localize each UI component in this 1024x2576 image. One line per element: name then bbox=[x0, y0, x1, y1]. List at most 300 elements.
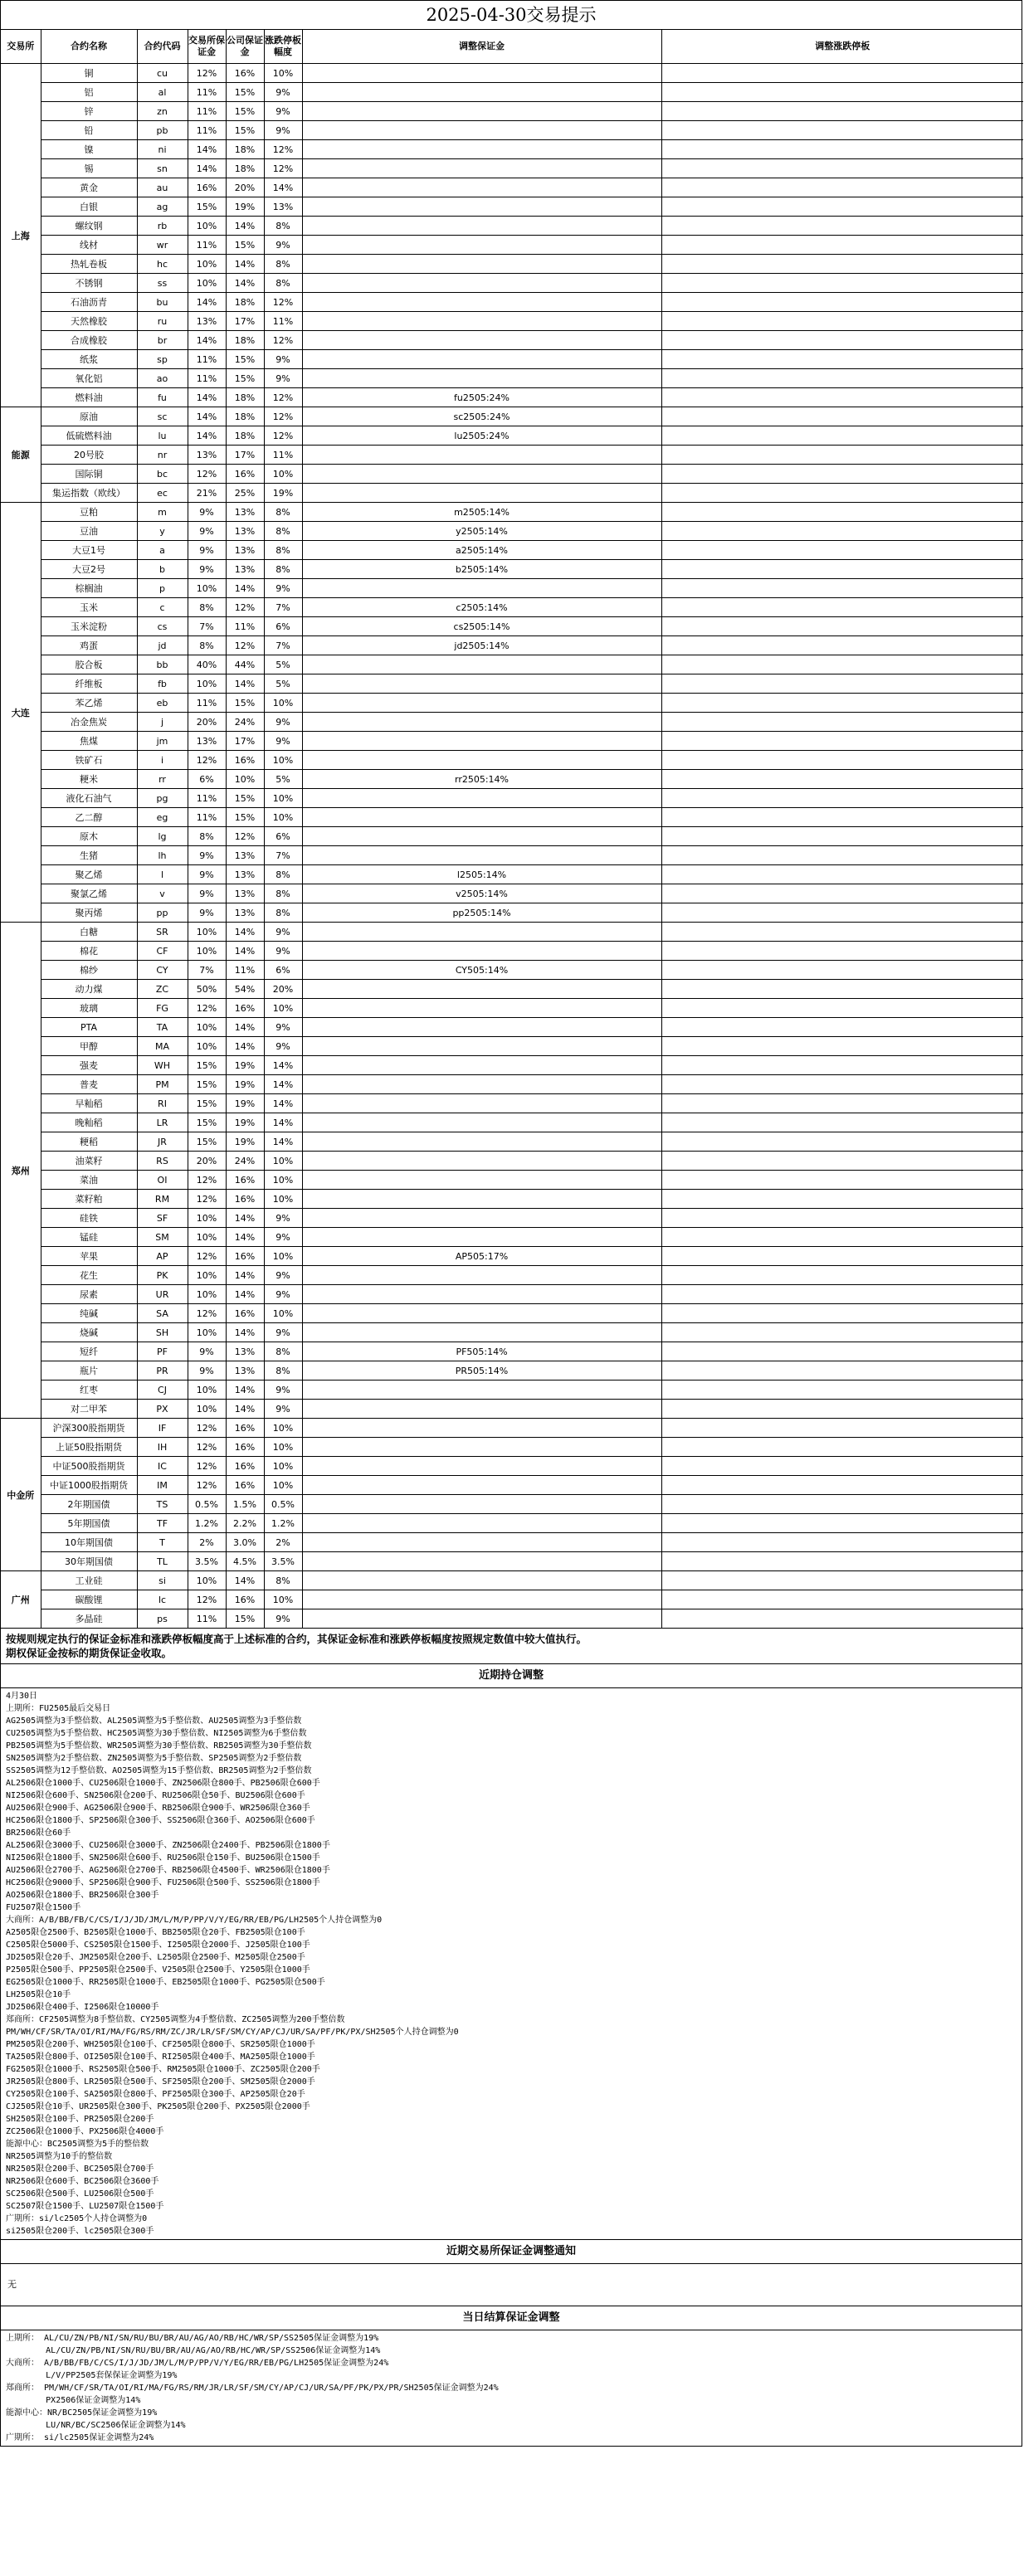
adjust-limit-cell bbox=[661, 1266, 1023, 1285]
contract-name-cell: 合成橡胶 bbox=[41, 331, 137, 350]
adjust-limit-cell bbox=[661, 903, 1023, 923]
limit-cell: 9% bbox=[264, 1400, 302, 1419]
limit-cell: 10% bbox=[264, 1304, 302, 1323]
contract-code-cell: ao bbox=[137, 369, 188, 388]
table-row bbox=[1, 617, 1023, 636]
contract-code-cell: p bbox=[137, 579, 188, 598]
adjust-limit-cell bbox=[661, 751, 1023, 770]
adjust-limit-cell bbox=[661, 1228, 1023, 1247]
rule-notice bbox=[1, 1629, 1022, 1664]
adjust-limit-cell bbox=[661, 1285, 1023, 1304]
exchange-margin-cell: 10% bbox=[188, 674, 226, 694]
adjust-limit-cell bbox=[661, 961, 1023, 980]
company-margin-cell: 13% bbox=[226, 846, 264, 865]
adjust-limit-cell bbox=[661, 1152, 1023, 1171]
near-month-line: SC2506限仓500手、LU2506限仓500手 bbox=[6, 2189, 154, 2199]
company-margin-cell: 14% bbox=[226, 1228, 264, 1247]
company-margin-cell: 13% bbox=[226, 560, 264, 579]
contract-code-cell: wr bbox=[137, 236, 188, 255]
adjust-limit-cell bbox=[661, 1438, 1023, 1457]
page-title: 2025-04-30交易提示 bbox=[1, 1, 1022, 30]
company-margin-cell: 14% bbox=[226, 1209, 264, 1228]
company-margin-cell: 54% bbox=[226, 980, 264, 999]
contract-name-cell: 10年期国债 bbox=[41, 1533, 137, 1552]
limit-cell: 2% bbox=[264, 1533, 302, 1552]
limit-cell: 9% bbox=[264, 83, 302, 102]
exchange-margin-cell: 14% bbox=[188, 293, 226, 312]
table-row bbox=[1, 484, 1023, 503]
company-margin-cell: 14% bbox=[226, 942, 264, 961]
table-row bbox=[1, 751, 1023, 770]
contract-code-cell: CF bbox=[137, 942, 188, 961]
table-row bbox=[1, 999, 1023, 1018]
company-margin-cell: 19% bbox=[226, 1075, 264, 1094]
exchange-margin-cell: 20% bbox=[188, 713, 226, 732]
adjust-limit-cell bbox=[661, 884, 1023, 903]
company-margin-cell: 17% bbox=[226, 446, 264, 465]
contract-name-cell: 石油沥青 bbox=[41, 293, 137, 312]
contract-name-cell: 粳稻 bbox=[41, 1132, 137, 1152]
adjust-margin-cell bbox=[302, 293, 661, 312]
contract-code-cell: ec bbox=[137, 484, 188, 503]
adjust-margin-cell bbox=[302, 1323, 661, 1342]
adjust-limit-cell bbox=[661, 1323, 1023, 1342]
adjust-margin-cell: v2505:14% bbox=[302, 884, 661, 903]
exchange-margin-cell: 15% bbox=[188, 1075, 226, 1094]
table-row bbox=[1, 1190, 1023, 1209]
contract-code-cell: AP bbox=[137, 1247, 188, 1266]
adjust-limit-cell bbox=[661, 121, 1023, 140]
limit-cell: 12% bbox=[264, 293, 302, 312]
table-row bbox=[1, 159, 1023, 178]
table-header-row bbox=[1, 30, 1023, 64]
company-margin-cell: 16% bbox=[226, 64, 264, 83]
limit-cell: 12% bbox=[264, 331, 302, 350]
adjust-margin-cell bbox=[302, 1400, 661, 1419]
exchange-margin-cell: 20% bbox=[188, 1152, 226, 1171]
adjust-margin-cell bbox=[302, 236, 661, 255]
contract-name-cell: 中证1000股指期货 bbox=[41, 1476, 137, 1495]
exchange-margin-cell: 10% bbox=[188, 1209, 226, 1228]
table-row bbox=[1, 827, 1023, 846]
limit-cell: 10% bbox=[264, 694, 302, 713]
company-margin-cell: 3.0% bbox=[226, 1533, 264, 1552]
table-row bbox=[1, 732, 1023, 751]
adjust-limit-cell bbox=[661, 312, 1023, 331]
table-row bbox=[1, 770, 1023, 789]
adjust-limit-cell bbox=[661, 865, 1023, 884]
adjust-limit-cell bbox=[661, 1514, 1023, 1533]
adjust-limit-cell bbox=[661, 484, 1023, 503]
exchange-margin-cell: 15% bbox=[188, 1132, 226, 1152]
adjust-limit-cell bbox=[661, 770, 1023, 789]
adjust-limit-cell bbox=[661, 713, 1023, 732]
table-row bbox=[1, 236, 1023, 255]
settlement-line: L/V/PP2505套保保证金调整为19% bbox=[6, 2371, 178, 2380]
adjust-limit-cell bbox=[661, 1304, 1023, 1323]
contract-name-cell: 铝 bbox=[41, 83, 137, 102]
near-month-line: A2505限仓2500手、B2505限仓1000手、BB2505限仓20手、FB2505限仓100手 bbox=[6, 1928, 305, 1937]
table-row bbox=[1, 694, 1023, 713]
adjust-limit-cell bbox=[661, 674, 1023, 694]
exchange-margin-cell: 9% bbox=[188, 846, 226, 865]
header-adjust-margin: 调整保证金 bbox=[302, 30, 661, 64]
limit-cell: 11% bbox=[264, 446, 302, 465]
adjust-margin-cell bbox=[302, 1037, 661, 1056]
settlement-line: 广期所： si/lc2505保证金调整为24% bbox=[6, 2433, 154, 2442]
contract-name-cell: 花生 bbox=[41, 1266, 137, 1285]
limit-cell: 14% bbox=[264, 1132, 302, 1152]
exchange-margin-cell: 11% bbox=[188, 236, 226, 255]
adjust-limit-cell bbox=[661, 999, 1023, 1018]
adjust-limit-cell bbox=[661, 64, 1023, 83]
adjust-limit-cell bbox=[661, 1094, 1023, 1113]
table-row bbox=[1, 1285, 1023, 1304]
recent-notice-content: 无 bbox=[1, 2264, 1022, 2306]
contract-name-cell: 乙二醇 bbox=[41, 808, 137, 827]
limit-cell: 8% bbox=[264, 865, 302, 884]
contract-code-cell: PR bbox=[137, 1361, 188, 1381]
header-contract-code: 合约代码 bbox=[137, 30, 188, 64]
adjust-limit-cell bbox=[661, 1476, 1023, 1495]
adjust-limit-cell bbox=[661, 465, 1023, 484]
limit-cell: 5% bbox=[264, 770, 302, 789]
limit-cell: 9% bbox=[264, 350, 302, 369]
limit-cell: 9% bbox=[264, 1323, 302, 1342]
contract-code-cell: au bbox=[137, 178, 188, 197]
contract-name-cell: 天然橡胶 bbox=[41, 312, 137, 331]
contract-code-cell: fu bbox=[137, 388, 188, 407]
adjust-margin-cell bbox=[302, 178, 661, 197]
near-month-line: AG2505调整为3手整倍数、AL2505调整为5手整倍数、AU2505调整为3手整倍数 bbox=[6, 1717, 302, 1726]
adjust-limit-cell bbox=[661, 598, 1023, 617]
adjust-limit-cell bbox=[661, 980, 1023, 999]
company-margin-cell: 15% bbox=[226, 350, 264, 369]
exchange-margin-cell: 10% bbox=[188, 1228, 226, 1247]
table-row bbox=[1, 197, 1023, 217]
company-margin-cell: 14% bbox=[226, 1400, 264, 1419]
settlement-line: LU/NR/BC/SC2506保证金调整为14% bbox=[6, 2421, 186, 2430]
adjust-margin-cell bbox=[302, 1132, 661, 1152]
exchange-margin-cell: 40% bbox=[188, 655, 226, 674]
company-margin-cell: 19% bbox=[226, 197, 264, 217]
contract-code-cell: RS bbox=[137, 1152, 188, 1171]
contract-code-cell: al bbox=[137, 83, 188, 102]
table-row bbox=[1, 274, 1023, 293]
near-month-line: AO2506限仓1800手、BR2506限仓300手 bbox=[6, 1891, 159, 1900]
contract-code-cell: rr bbox=[137, 770, 188, 789]
exchange-margin-cell: 14% bbox=[188, 388, 226, 407]
contract-code-cell: b bbox=[137, 560, 188, 579]
near-month-line: HC2506限仓1800手、SP2506限仓300手、SS2506限仓360手、AO2506限仓600手 bbox=[6, 1816, 315, 1825]
adjust-margin-cell: m2505:14% bbox=[302, 503, 661, 522]
adjust-limit-cell bbox=[661, 1247, 1023, 1266]
contract-code-cell: zn bbox=[137, 102, 188, 121]
contract-code-cell: eg bbox=[137, 808, 188, 827]
exchange-margin-cell: 10% bbox=[188, 274, 226, 293]
table-row bbox=[1, 331, 1023, 350]
contract-name-cell: 菜油 bbox=[41, 1171, 137, 1190]
adjust-margin-cell: l2505:14% bbox=[302, 865, 661, 884]
company-margin-cell: 13% bbox=[226, 865, 264, 884]
contract-name-cell: 上证50股指期货 bbox=[41, 1438, 137, 1457]
contract-code-cell: FG bbox=[137, 999, 188, 1018]
adjust-limit-cell bbox=[661, 846, 1023, 865]
exchange-margin-cell: 13% bbox=[188, 446, 226, 465]
contract-code-cell: a bbox=[137, 541, 188, 560]
contract-name-cell: 聚氯乙烯 bbox=[41, 884, 137, 903]
adjust-limit-cell bbox=[661, 331, 1023, 350]
adjust-limit-cell bbox=[661, 1457, 1023, 1476]
contract-name-cell: 液化石油气 bbox=[41, 789, 137, 808]
exchange-margin-cell: 11% bbox=[188, 83, 226, 102]
adjust-limit-cell bbox=[661, 426, 1023, 446]
exchange-margin-cell: 10% bbox=[188, 1285, 226, 1304]
limit-cell: 10% bbox=[264, 465, 302, 484]
contract-name-cell: 国际铜 bbox=[41, 465, 137, 484]
adjust-limit-cell bbox=[661, 560, 1023, 579]
adjust-margin-cell: AP505:17% bbox=[302, 1247, 661, 1266]
company-margin-cell: 25% bbox=[226, 484, 264, 503]
contract-name-cell: 焦煤 bbox=[41, 732, 137, 751]
limit-cell: 14% bbox=[264, 1113, 302, 1132]
table-row bbox=[1, 808, 1023, 827]
company-margin-cell: 14% bbox=[226, 1285, 264, 1304]
adjust-limit-cell bbox=[661, 617, 1023, 636]
exchange-margin-cell: 2% bbox=[188, 1533, 226, 1552]
near-month-line: PB2505调整为5手整倍数、WR2505调整为30手整倍数、RB2505调整为30手整倍数 bbox=[6, 1741, 312, 1751]
table-row bbox=[1, 1037, 1023, 1056]
company-margin-cell: 14% bbox=[226, 255, 264, 274]
exchange-margin-cell: 15% bbox=[188, 197, 226, 217]
adjust-margin-cell bbox=[302, 1590, 661, 1609]
contract-name-cell: 红枣 bbox=[41, 1381, 137, 1400]
adjust-margin-cell: jd2505:14% bbox=[302, 636, 661, 655]
contract-name-cell: 鸡蛋 bbox=[41, 636, 137, 655]
header-limit: 涨跌停板幅度 bbox=[264, 30, 302, 64]
company-margin-cell: 19% bbox=[226, 1056, 264, 1075]
adjust-margin-cell bbox=[302, 255, 661, 274]
exchange-margin-cell: 1.2% bbox=[188, 1514, 226, 1533]
adjust-limit-cell bbox=[661, 369, 1023, 388]
exchange-margin-cell: 10% bbox=[188, 217, 226, 236]
near-month-line: AU2506限仓2700手、AG2506限仓2700手、RB2506限仓4500手、WR2506限仓1800手 bbox=[6, 1866, 330, 1875]
near-month-line: NR2506限仓600手、BC2506限仓3600手 bbox=[6, 2177, 159, 2186]
near-month-body bbox=[1, 1688, 1022, 2240]
exchange-margin-cell: 12% bbox=[188, 64, 226, 83]
contract-name-cell: 烧碱 bbox=[41, 1323, 137, 1342]
company-margin-cell: 18% bbox=[226, 293, 264, 312]
table-row bbox=[1, 636, 1023, 655]
contract-name-cell: 菜籽粕 bbox=[41, 1190, 137, 1209]
contract-name-cell: 黄金 bbox=[41, 178, 137, 197]
adjust-margin-cell bbox=[302, 465, 661, 484]
table-row bbox=[1, 961, 1023, 980]
adjust-margin-cell bbox=[302, 312, 661, 331]
near-month-line: ZC2506限仓1000手、PX2506限仓4000手 bbox=[6, 2127, 164, 2136]
adjust-margin-cell bbox=[302, 1075, 661, 1094]
table-row bbox=[1, 1056, 1023, 1075]
exchange-margin-cell: 50% bbox=[188, 980, 226, 999]
company-margin-cell: 1.5% bbox=[226, 1495, 264, 1514]
exchange-margin-cell: 11% bbox=[188, 694, 226, 713]
table-row bbox=[1, 1609, 1023, 1629]
company-margin-cell: 14% bbox=[226, 1266, 264, 1285]
table-row bbox=[1, 655, 1023, 674]
exchange-margin-cell: 10% bbox=[188, 942, 226, 961]
company-margin-cell: 13% bbox=[226, 1361, 264, 1381]
limit-cell: 12% bbox=[264, 140, 302, 159]
company-margin-cell: 11% bbox=[226, 961, 264, 980]
notice-line: 按规则规定执行的保证金标准和涨跌停板幅度高于上述标准的合约，其保证金标准和涨跌停板幅度按照规定数值中较大值执行。 bbox=[6, 1633, 588, 1645]
company-margin-cell: 16% bbox=[226, 1590, 264, 1609]
exchange-margin-cell: 9% bbox=[188, 503, 226, 522]
adjust-margin-cell bbox=[302, 274, 661, 293]
company-margin-cell: 18% bbox=[226, 159, 264, 178]
limit-cell: 10% bbox=[264, 1476, 302, 1495]
adjust-limit-cell bbox=[661, 1609, 1023, 1629]
near-month-line: 能源中心：BC2505调整为5手的整倍数 bbox=[6, 2140, 149, 2149]
contract-code-cell: sn bbox=[137, 159, 188, 178]
table-row bbox=[1, 1094, 1023, 1113]
exchange-margin-cell: 11% bbox=[188, 121, 226, 140]
contract-name-cell: 棉花 bbox=[41, 942, 137, 961]
company-margin-cell: 14% bbox=[226, 1381, 264, 1400]
contract-name-cell: 玻璃 bbox=[41, 999, 137, 1018]
exchange-margin-cell: 21% bbox=[188, 484, 226, 503]
exchange-margin-cell: 10% bbox=[188, 579, 226, 598]
adjust-margin-cell bbox=[302, 923, 661, 942]
exchange-margin-cell: 9% bbox=[188, 865, 226, 884]
adjust-margin-cell bbox=[302, 1419, 661, 1438]
company-margin-cell: 14% bbox=[226, 274, 264, 293]
company-margin-cell: 15% bbox=[226, 808, 264, 827]
contract-code-cell: lc bbox=[137, 1590, 188, 1609]
company-margin-cell: 10% bbox=[226, 770, 264, 789]
limit-cell: 9% bbox=[264, 732, 302, 751]
header-adjust-limit: 调整涨跌停板 bbox=[661, 30, 1023, 64]
exchange-margin-cell: 12% bbox=[188, 1590, 226, 1609]
adjust-margin-cell bbox=[302, 1171, 661, 1190]
near-month-line: FG2505限仓1000手、RS2505限仓500手、RM2505限仓1000手、ZC2505限仓200手 bbox=[6, 2065, 320, 2074]
contract-code-cell: WH bbox=[137, 1056, 188, 1075]
company-margin-cell: 13% bbox=[226, 884, 264, 903]
header-contract-name: 合约名称 bbox=[41, 30, 137, 64]
contract-name-cell: 甲醇 bbox=[41, 1037, 137, 1056]
contract-code-cell: PX bbox=[137, 1400, 188, 1419]
adjust-limit-cell bbox=[661, 350, 1023, 369]
adjust-limit-cell bbox=[661, 1571, 1023, 1590]
near-month-line: CU2505调整为5手整倍数、HC2505调整为30手整倍数、NI2505调整为6手整倍数 bbox=[6, 1729, 307, 1738]
company-margin-cell: 14% bbox=[226, 1323, 264, 1342]
limit-cell: 14% bbox=[264, 1094, 302, 1113]
contract-code-cell: ag bbox=[137, 197, 188, 217]
limit-cell: 9% bbox=[264, 923, 302, 942]
contract-name-cell: 尿素 bbox=[41, 1285, 137, 1304]
adjust-margin-cell bbox=[302, 1285, 661, 1304]
adjust-limit-cell bbox=[661, 503, 1023, 522]
table-row bbox=[1, 846, 1023, 865]
exchange-margin-cell: 12% bbox=[188, 1171, 226, 1190]
table-row bbox=[1, 388, 1023, 407]
company-margin-cell: 15% bbox=[226, 102, 264, 121]
near-month-line: PM2505限仓200手、WH2505限仓100手、CF2505限仓800手、SR2505限仓1000手 bbox=[6, 2040, 315, 2049]
contract-name-cell: 工业硅 bbox=[41, 1571, 137, 1590]
adjust-limit-cell bbox=[661, 1190, 1023, 1209]
table-row bbox=[1, 1400, 1023, 1419]
limit-cell: 10% bbox=[264, 1590, 302, 1609]
limit-cell: 8% bbox=[264, 522, 302, 541]
contract-name-cell: 沪深300股指期货 bbox=[41, 1419, 137, 1438]
contract-code-cell: m bbox=[137, 503, 188, 522]
contract-name-cell: 集运指数（欧线） bbox=[41, 484, 137, 503]
company-margin-cell: 13% bbox=[226, 522, 264, 541]
contract-code-cell: bb bbox=[137, 655, 188, 674]
exchange-cell: 中金所 bbox=[1, 1419, 41, 1571]
exchange-margin-cell: 8% bbox=[188, 636, 226, 655]
exchange-margin-cell: 12% bbox=[188, 465, 226, 484]
contract-name-cell: 短纤 bbox=[41, 1342, 137, 1361]
contract-name-cell: 玉米淀粉 bbox=[41, 617, 137, 636]
near-month-line: 大商所：A/B/BB/FB/C/CS/I/J/JD/JM/L/M/P/PP/V/Y/EG/RR/EB/PG/LH2505个人持仓调整为0 bbox=[6, 1916, 383, 1925]
contract-name-cell: 原木 bbox=[41, 827, 137, 846]
table-row bbox=[1, 1457, 1023, 1476]
company-margin-cell: 15% bbox=[226, 369, 264, 388]
contract-name-cell: 铁矿石 bbox=[41, 751, 137, 770]
company-margin-cell: 15% bbox=[226, 236, 264, 255]
exchange-margin-cell: 10% bbox=[188, 1037, 226, 1056]
table-row bbox=[1, 541, 1023, 560]
contract-code-cell: IC bbox=[137, 1457, 188, 1476]
near-month-line: NR2505调整为10手的整倍数 bbox=[6, 2152, 113, 2161]
adjust-limit-cell bbox=[661, 407, 1023, 426]
contract-name-cell: 白糖 bbox=[41, 923, 137, 942]
contract-name-cell: 普麦 bbox=[41, 1075, 137, 1094]
contract-name-cell: 20号胶 bbox=[41, 446, 137, 465]
settlement-line: 郑商所： PM/WH/CF/SR/TA/OI/RI/MA/FG/RS/RM/JR/LR/SF/SM/CY/AP/CJ/UR/SA/PF/PK/PX/PR/SH2505保证金调整为24% bbox=[6, 2384, 499, 2393]
limit-cell: 7% bbox=[264, 846, 302, 865]
contract-name-cell: 中证500股指期货 bbox=[41, 1457, 137, 1476]
contract-code-cell: CY bbox=[137, 961, 188, 980]
near-month-line: AU2506限仓900手、AG2506限仓900手、RB2506限仓900手、WR2506限仓360手 bbox=[6, 1804, 310, 1813]
adjust-margin-cell: b2505:14% bbox=[302, 560, 661, 579]
company-margin-cell: 15% bbox=[226, 1609, 264, 1629]
near-month-line: SH2505限仓100手、PR2505限仓200手 bbox=[6, 2115, 154, 2124]
limit-cell: 9% bbox=[264, 1609, 302, 1629]
table-row bbox=[1, 1266, 1023, 1285]
adjust-margin-cell bbox=[302, 655, 661, 674]
exchange-cell: 能源 bbox=[1, 407, 41, 503]
near-month-line: BR2506限仓60手 bbox=[6, 1829, 71, 1838]
limit-cell: 12% bbox=[264, 407, 302, 426]
contract-code-cell: IM bbox=[137, 1476, 188, 1495]
limit-cell: 10% bbox=[264, 808, 302, 827]
adjust-limit-cell bbox=[661, 942, 1023, 961]
exchange-margin-cell: 10% bbox=[188, 1400, 226, 1419]
adjust-margin-cell bbox=[302, 446, 661, 465]
adjust-limit-cell bbox=[661, 694, 1023, 713]
contract-name-cell: 不锈钢 bbox=[41, 274, 137, 293]
contract-name-cell: 线材 bbox=[41, 236, 137, 255]
exchange-margin-cell: 6% bbox=[188, 770, 226, 789]
table-row bbox=[1, 312, 1023, 331]
near-month-line: SN2505调整为2手整倍数、ZN2505调整为5手整倍数、SP2505调整为2手整倍数 bbox=[6, 1754, 302, 1763]
table-row bbox=[1, 579, 1023, 598]
limit-cell: 10% bbox=[264, 1247, 302, 1266]
adjust-margin-cell bbox=[302, 1228, 661, 1247]
adjust-margin-cell bbox=[302, 1438, 661, 1457]
exchange-margin-cell: 9% bbox=[188, 541, 226, 560]
